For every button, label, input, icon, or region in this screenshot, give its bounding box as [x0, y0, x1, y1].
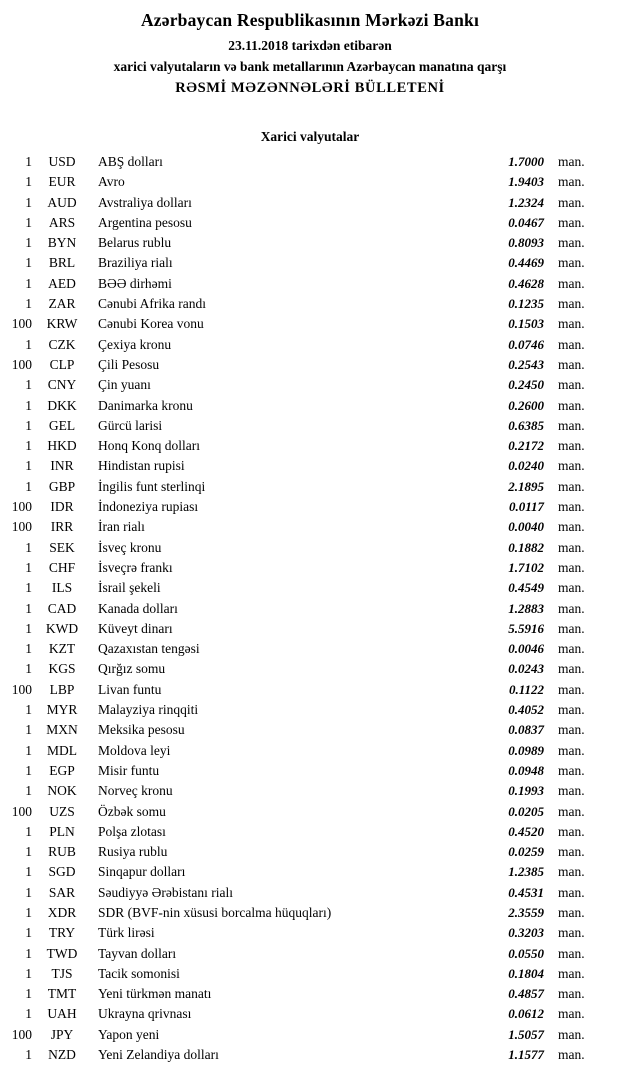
currency-name: Yeni Zelandiya dolları — [98, 1047, 219, 1063]
currency-rate: 0.0040 — [508, 519, 544, 535]
currency-rate-table — [0, 152, 620, 1065]
currency-name: Səudiyyə Ərəbistanı rialı — [98, 884, 233, 900]
currency-unit: man. — [558, 397, 585, 413]
currency-row — [0, 375, 620, 395]
currency-quantity: 1 — [25, 904, 32, 920]
currency-quantity: 100 — [11, 1026, 32, 1042]
currency-code: NZD — [48, 1047, 76, 1063]
currency-rate: 0.6385 — [508, 417, 544, 433]
currency-quantity: 1 — [25, 844, 32, 860]
bulletin-subtitle: xarici valyutaların və bank metallarının Azərbaycan manatına qarşı — [113, 59, 507, 74]
currency-quantity: 1 — [25, 965, 32, 981]
currency-unit: man. — [558, 925, 585, 941]
currency-quantity: 1 — [25, 478, 32, 494]
currency-unit: man. — [558, 438, 585, 454]
currency-name: Gürcü larisi — [98, 417, 163, 433]
currency-row — [0, 984, 620, 1004]
currency-code: USD — [48, 154, 76, 169]
currency-rate: 0.2450 — [508, 377, 544, 393]
currency-name: Qazaxıstan tengəsi — [98, 641, 200, 657]
currency-unit: man. — [558, 803, 585, 819]
currency-code: UAH — [47, 1006, 77, 1022]
currency-name: Polşa zlotası — [98, 823, 166, 839]
currency-unit: man. — [558, 377, 585, 393]
currency-code: MYR — [46, 702, 78, 718]
currency-quantity: 1 — [25, 559, 32, 575]
currency-row — [0, 274, 620, 294]
currency-rate: 1.2324 — [508, 194, 544, 210]
currency-quantity: 1 — [25, 641, 32, 657]
currency-row — [0, 883, 620, 903]
currency-row — [0, 355, 620, 375]
currency-rate: 1.2385 — [508, 864, 544, 880]
currency-code: AED — [48, 275, 76, 291]
currency-name: ABŞ dolları — [98, 154, 163, 169]
currency-unit: man. — [558, 661, 585, 677]
currency-name: Braziliya rialı — [98, 255, 173, 271]
currency-name: İngilis funt sterlinqi — [98, 478, 206, 494]
currency-unit: man. — [558, 823, 585, 839]
currency-unit: man. — [558, 702, 585, 718]
currency-rate: 1.1577 — [508, 1047, 544, 1063]
currency-row — [0, 314, 620, 334]
currency-unit: man. — [558, 1006, 585, 1022]
currency-row — [0, 599, 620, 619]
currency-row — [0, 761, 620, 781]
currency-name: Meksika pesosu — [98, 722, 185, 738]
currency-name: Kanada dolları — [98, 600, 178, 616]
currency-row — [0, 578, 620, 598]
currency-code: EUR — [48, 174, 76, 190]
currency-code: DKK — [47, 397, 77, 413]
currency-quantity: 1 — [25, 438, 32, 454]
currency-code: TJS — [51, 965, 73, 981]
currency-name: BƏƏ dirhəmi — [98, 275, 172, 291]
currency-rate: 5.5916 — [508, 620, 544, 636]
currency-unit: man. — [558, 539, 585, 555]
currency-unit: man. — [558, 844, 585, 860]
currency-row — [0, 558, 620, 578]
currency-rate: 0.0550 — [508, 945, 544, 961]
currency-quantity: 1 — [25, 214, 32, 230]
currency-rate: 0.3203 — [508, 925, 544, 941]
currency-name: Yeni türkmən manatı — [98, 986, 212, 1002]
currency-name: Türk lirəsi — [98, 925, 155, 941]
currency-rate: 1.9403 — [508, 174, 544, 190]
currency-unit: man. — [558, 559, 585, 575]
currency-code: TRY — [48, 925, 76, 941]
currency-code: ZAR — [48, 296, 76, 312]
currency-quantity: 1 — [25, 1047, 32, 1063]
currency-code: SGD — [48, 864, 76, 880]
currency-row — [0, 396, 620, 416]
currency-row — [0, 172, 620, 192]
currency-quantity: 1 — [25, 235, 32, 251]
currency-code: GEL — [48, 417, 76, 433]
currency-code: KGS — [48, 661, 76, 677]
currency-name: Misir funtu — [98, 762, 160, 778]
currency-rate: 0.0989 — [508, 742, 544, 758]
currency-unit: man. — [558, 742, 585, 758]
currency-quantity: 1 — [25, 945, 32, 961]
currency-rate: 0.4469 — [508, 255, 544, 271]
currency-code: CLP — [49, 356, 75, 372]
currency-row — [0, 233, 620, 253]
currency-unit: man. — [558, 519, 585, 535]
currency-code: JPY — [50, 1026, 74, 1042]
currency-code: CAD — [47, 600, 77, 616]
currency-name: Ukrayna qrivnası — [98, 1006, 192, 1022]
currency-row — [0, 862, 620, 882]
currency-code: MDL — [47, 742, 77, 758]
currency-row — [0, 700, 620, 720]
currency-name: Sinqapur dolları — [98, 864, 186, 880]
currency-quantity: 1 — [25, 864, 32, 880]
currency-quantity: 1 — [25, 722, 32, 738]
currency-row — [0, 842, 620, 862]
currency-rate: 0.2543 — [508, 356, 544, 372]
currency-code: KWD — [45, 620, 79, 636]
currency-unit: man. — [558, 356, 585, 372]
currency-code: INR — [50, 458, 74, 474]
currency-unit: man. — [558, 620, 585, 636]
currency-name: Çexiya kronu — [98, 336, 172, 352]
currency-unit: man. — [558, 255, 585, 271]
bulletin-header — [0, 10, 620, 97]
currency-rate: 0.0205 — [508, 803, 544, 819]
currency-row — [0, 477, 620, 497]
currency-row — [0, 517, 620, 537]
currency-row — [0, 1025, 620, 1045]
currency-rate: 1.7102 — [508, 559, 544, 575]
currency-code: IRR — [50, 519, 74, 535]
currency-rate: 0.4857 — [508, 986, 544, 1002]
currency-code: CNY — [47, 377, 77, 393]
currency-code: GBP — [48, 478, 76, 494]
currency-row — [0, 538, 620, 558]
currency-rate: 0.0612 — [508, 1006, 544, 1022]
currency-row — [0, 294, 620, 314]
currency-quantity: 1 — [25, 742, 32, 758]
currency-quantity: 1 — [25, 620, 32, 636]
currency-name: Belarus rublu — [98, 235, 172, 251]
currency-name: İsrail şekeli — [98, 580, 161, 596]
currency-name: Hindistan rupisi — [98, 458, 185, 474]
currency-rate: 1.7000 — [508, 154, 544, 169]
currency-rate: 0.1993 — [508, 783, 544, 799]
currency-rate: 0.0046 — [508, 641, 544, 657]
currency-quantity: 1 — [25, 1006, 32, 1022]
currency-row — [0, 659, 620, 679]
currency-unit: man. — [558, 296, 585, 312]
currency-row — [0, 944, 620, 964]
currency-rate: 0.2172 — [508, 438, 544, 454]
currency-rate: 0.0117 — [508, 499, 544, 515]
currency-code: CZK — [48, 336, 76, 352]
currency-name: Tacik somonisi — [98, 965, 180, 981]
currency-row — [0, 193, 620, 213]
currency-name: Avro — [98, 174, 125, 190]
currency-name: İsveçrə frankı — [98, 559, 173, 575]
currency-row — [0, 253, 620, 273]
currency-unit: man. — [558, 600, 585, 616]
currency-row — [0, 335, 620, 355]
currency-rate: 0.4052 — [508, 702, 544, 718]
currency-code: PLN — [49, 823, 75, 839]
currency-name: Yapon yeni — [98, 1026, 160, 1042]
currency-quantity: 100 — [11, 803, 32, 819]
currency-name: Malayziya rinqqiti — [98, 702, 199, 718]
currency-name: Tayvan dolları — [98, 945, 177, 961]
currency-name: Livan funtu — [98, 681, 162, 697]
currency-unit: man. — [558, 214, 585, 230]
effective-date: 23.11.2018 tarixdən etibarən — [228, 38, 392, 53]
currency-code: MXN — [46, 722, 78, 738]
currency-code: TMT — [47, 986, 77, 1002]
currency-unit: man. — [558, 965, 585, 981]
currency-rate: 0.0467 — [508, 214, 544, 230]
currency-quantity: 1 — [25, 823, 32, 839]
currency-rate: 1.5057 — [508, 1026, 544, 1042]
currency-row — [0, 213, 620, 233]
currency-quantity: 1 — [25, 417, 32, 433]
currency-unit: man. — [558, 336, 585, 352]
currency-name: Çili Pesosu — [98, 356, 160, 372]
currency-quantity: 100 — [11, 499, 32, 515]
currency-quantity: 1 — [25, 296, 32, 312]
currency-quantity: 100 — [11, 681, 32, 697]
currency-quantity: 1 — [25, 397, 32, 413]
currency-unit: man. — [558, 458, 585, 474]
section-title-foreign-currencies: Xarici valyutalar — [260, 129, 360, 144]
currency-quantity: 1 — [25, 539, 32, 555]
currency-code: CHF — [48, 559, 76, 575]
currency-quantity: 1 — [25, 884, 32, 900]
currency-name: Özbək somu — [98, 803, 166, 819]
currency-code: TWD — [46, 945, 78, 961]
currency-rate: 0.0837 — [508, 722, 544, 738]
currency-code: AUD — [47, 194, 77, 210]
currency-code: KRW — [46, 316, 78, 332]
currency-rate: 0.0746 — [508, 336, 544, 352]
currency-rate: 0.4628 — [508, 275, 544, 291]
currency-code: BRL — [48, 255, 76, 271]
currency-unit: man. — [558, 762, 585, 778]
currency-unit: man. — [558, 945, 585, 961]
currency-quantity: 1 — [25, 255, 32, 271]
currency-row — [0, 639, 620, 659]
currency-quantity: 100 — [11, 356, 32, 372]
currency-unit: man. — [558, 884, 585, 900]
currency-rate: 0.1122 — [508, 681, 544, 697]
bank-name: Azərbaycan Respublikasının Mərkəzi Bankı — [140, 10, 480, 30]
currency-row — [0, 436, 620, 456]
currency-quantity: 1 — [25, 702, 32, 718]
currency-unit: man. — [558, 194, 585, 210]
currency-name: İran rialı — [98, 519, 145, 535]
currency-row — [0, 781, 620, 801]
currency-name: Avstraliya dolları — [98, 194, 192, 210]
currency-row — [0, 903, 620, 923]
currency-quantity: 1 — [25, 661, 32, 677]
currency-unit: man. — [558, 904, 585, 920]
currency-rate: 0.0240 — [508, 458, 544, 474]
currency-rate: 1.2883 — [508, 600, 544, 616]
currency-row — [0, 416, 620, 436]
currency-unit: man. — [558, 417, 585, 433]
currency-rate: 0.0243 — [508, 661, 544, 677]
currency-quantity: 1 — [25, 600, 32, 616]
currency-code: HKD — [47, 438, 77, 454]
currency-quantity: 1 — [25, 336, 32, 352]
currency-row — [0, 619, 620, 639]
currency-name: Honq Konq dolları — [98, 438, 200, 454]
currency-name: Cənubi Korea vonu — [98, 316, 204, 332]
currency-code: XDR — [47, 904, 77, 920]
currency-unit: man. — [558, 864, 585, 880]
currency-quantity: 100 — [11, 316, 32, 332]
currency-unit: man. — [558, 478, 585, 494]
currency-rate: 0.1882 — [508, 539, 544, 555]
currency-code: SEK — [49, 539, 75, 555]
currency-code: RUB — [48, 844, 76, 860]
currency-rate: 2.3559 — [508, 904, 544, 920]
currency-quantity: 1 — [25, 762, 32, 778]
currency-code: NOK — [47, 783, 77, 799]
currency-unit: man. — [558, 641, 585, 657]
currency-unit: man. — [558, 275, 585, 291]
currency-rate: 0.2600 — [508, 397, 544, 413]
currency-code: KZT — [48, 641, 76, 657]
currency-code: EGP — [49, 762, 75, 778]
currency-name: Rusiya rublu — [98, 844, 168, 860]
currency-rate: 2.1895 — [508, 478, 544, 494]
currency-quantity: 1 — [25, 275, 32, 291]
currency-code: BYN — [47, 235, 77, 251]
currency-code: IDR — [50, 499, 74, 515]
currency-unit: man. — [558, 722, 585, 738]
currency-unit: man. — [558, 1026, 585, 1042]
currency-quantity: 1 — [25, 154, 32, 169]
currency-row — [0, 802, 620, 822]
currency-unit: man. — [558, 235, 585, 251]
currency-row — [0, 923, 620, 943]
currency-row — [0, 1004, 620, 1024]
bulletin-title: RƏSMİ MƏZƏNNƏLƏRİ BÜLLETENİ — [175, 80, 445, 96]
currency-name: Norveç kronu — [98, 783, 173, 799]
currency-rate: 0.0259 — [508, 844, 544, 860]
currency-quantity: 1 — [25, 174, 32, 190]
currency-rate: 0.4520 — [508, 823, 544, 839]
currency-unit: man. — [558, 580, 585, 596]
currency-name: Küveyt dinarı — [98, 620, 173, 636]
currency-unit: man. — [558, 783, 585, 799]
currency-rate: 0.0948 — [508, 762, 544, 778]
currency-quantity: 1 — [25, 783, 32, 799]
currency-row — [0, 822, 620, 842]
currency-unit: man. — [558, 986, 585, 1002]
currency-unit: man. — [558, 499, 585, 515]
currency-row — [0, 741, 620, 761]
currency-quantity: 100 — [11, 519, 32, 535]
currency-name: Çin yuanı — [98, 377, 151, 393]
currency-row — [0, 1045, 620, 1065]
currency-rate: 0.1235 — [508, 296, 544, 312]
currency-code: LBP — [49, 681, 75, 697]
currency-name: Qırğız somu — [98, 661, 166, 677]
currency-unit: man. — [558, 154, 585, 169]
currency-unit: man. — [558, 681, 585, 697]
currency-row — [0, 964, 620, 984]
currency-code: ILS — [51, 580, 73, 596]
currency-quantity: 1 — [25, 458, 32, 474]
currency-rate: 0.1804 — [508, 965, 544, 981]
currency-name: Argentina pesosu — [98, 214, 192, 230]
currency-rate: 0.4531 — [508, 884, 544, 900]
currency-rate: 0.4549 — [508, 580, 544, 596]
currency-quantity: 1 — [25, 377, 32, 393]
currency-quantity: 1 — [25, 986, 32, 1002]
currency-quantity: 1 — [25, 194, 32, 210]
currency-unit: man. — [558, 316, 585, 332]
currency-code: SAR — [48, 884, 76, 900]
currency-code: ARS — [48, 214, 76, 230]
currency-quantity: 1 — [25, 925, 32, 941]
currency-rate: 0.8093 — [508, 235, 544, 251]
currency-name: Moldova leyi — [98, 742, 171, 758]
currency-name: Cənubi Afrika randı — [98, 296, 206, 312]
currency-row — [0, 680, 620, 700]
currency-code: UZS — [49, 803, 75, 819]
currency-unit: man. — [558, 174, 585, 190]
currency-row — [0, 456, 620, 476]
currency-row — [0, 497, 620, 517]
currency-name: İsveç kronu — [98, 539, 162, 555]
currency-row — [0, 720, 620, 740]
currency-name: Danimarka kronu — [98, 397, 193, 413]
currency-quantity: 1 — [25, 580, 32, 596]
currency-row — [0, 152, 620, 172]
currency-unit: man. — [558, 1047, 585, 1063]
currency-name: İndoneziya rupiası — [98, 499, 199, 515]
currency-name: SDR (BVF-nin xüsusi borcalma hüquqları) — [98, 904, 332, 920]
currency-rate: 0.1503 — [508, 316, 544, 332]
